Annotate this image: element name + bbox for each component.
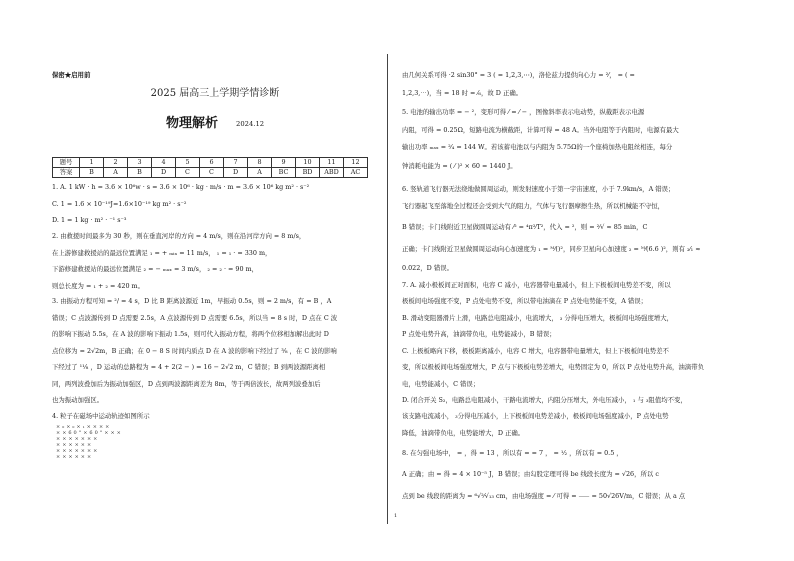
text-line: 在上游修建救援站的最远位置满足 ₁ = + ₘᵢₙ = 11 m/s， ₁ = ₁ · = 330 m， (52, 249, 272, 257)
text-line: 3. 由振动方程可知 = ²/ = 4 s，D 比 B 距离波源近 1m，早振动 0.5s，则 = 2 m/s，有 = B ，A (52, 297, 332, 305)
table-cell: ABD (320, 168, 344, 178)
table-cell: BD (296, 168, 320, 178)
table-cell: A (104, 168, 128, 178)
text-line: 1. A. 1 kW · h = 3.6 × 10⁶w · s = 3.6 × 10⁶ · kg · m/s · m = 3.6 × 10⁶ kg m² · s⁻² (52, 183, 310, 191)
table-cell: 题号 (53, 158, 80, 168)
text-line: 的影响下振动 5.5s，在 A 波的影响下振动 1.5s，则可代入振动方程，将两个位移相加解出此时 D (52, 330, 329, 338)
answer-table-row-questions (53, 158, 368, 168)
text-line: 7. A. 减小极板间正对面积，电容 C 减小，电容器带电量减小，但上下极板间电势差不变，所以 (402, 281, 671, 289)
text-line: 同，两列波叠加后为振动加强区，D 点到两波源距离差为 8m，等于两倍波长，故两列波叠加后 (52, 380, 321, 388)
text-line: C. 上极板略向下移，极板距离减小，电容 C 增大，电容器带电量增大，但上下极板间电势差不 (402, 347, 669, 355)
table-cell: 6 (200, 158, 224, 168)
document-title: 2025 届高三上学期学情诊断 (150, 88, 280, 99)
table-cell: 1 (80, 158, 104, 168)
table-cell: B (80, 168, 104, 178)
table-cell: BC (272, 168, 296, 178)
table-cell: 9 (272, 158, 296, 168)
table-cell: 4 (152, 158, 176, 168)
text-line: P 点处电势升高，油滴带负电，电势能减小，B 错误； (402, 330, 556, 338)
table-cell: 11 (320, 158, 344, 168)
text-line: C. 1 = 1.6 × 10⁻¹⁹J=1.6×10⁻¹⁹ kg m² · s⁻² (52, 200, 187, 208)
text-line: 则总长度为 = ₁ + ₂ = 420 m。 (52, 282, 145, 290)
table-cell: 3 (128, 158, 152, 168)
text-line: 4. 粒子在磁场中运动轨迹如图所示 (52, 412, 150, 420)
field-figure-text: ×₀×₀×₁×××× ××60°×60°××× ××××××× ×××××× ××××××× ×××××× (56, 424, 123, 460)
text-line: 下经过了 ¹¹⁄₈ ，D 运动的总路程为 = 4 + 2(2 − ) = 16 − 2√2 m，C 错误；B 到两波源距离相 (52, 363, 326, 371)
table-cell: C (176, 168, 200, 178)
text-line: 正确；卡门线附近卫星做圆周运动向心加速度为 ₁ = ᴹ⁄()²，同步卫星向心加速度 ₂ = ᴹ⁄(6.6 )²，则有 ₂⁄₁ ≈ (402, 245, 701, 253)
document-date: 2024.12 (236, 120, 265, 128)
column-divider (387, 54, 388, 524)
table-cell: 12 (344, 158, 368, 168)
text-line: 0.022，D 错误。 (402, 264, 454, 272)
text-line: 输出功率 ₘₐₓ = ²⁄₄ = 144 W。若该蓄电池以与内阻为 5.75Ω的一个座椅加热电阻丝相连，每分 (402, 143, 673, 151)
text-line: 点到 be 线段的距离为 = ⁶√²⁄√₁₃ cm，由电场强度 = ⁄ 可得 = ⸺ = 50√26V/m，C 错误；从 a 点 (402, 492, 686, 500)
text-line: 下游修建救援站的最远位置满足 ₂ = − ₘₐₓ = 3 m/s， ₂ = ₂ · = 90 m， (52, 265, 259, 273)
table-cell: AC (344, 168, 368, 178)
text-line: 2. 由救援时间最多为 30 秒，则在垂直河岸的方向 = 4 m/s，则在沿河岸方向 = 8 m/s， (52, 232, 306, 240)
text-line: 由几何关系可得 ·2 sin30° = 3 ( = 1,2,3,⋯)，洛伦兹力提供向心力 = ²⁄， = ( = (402, 71, 635, 79)
text-line: 变，所以极板间电场强度增大，P 点与下极板电势差增大，电势固定为 0，所以 P 点处电势升高，油滴带负 (402, 363, 704, 371)
table-cell: A (248, 168, 272, 178)
text-line: 1,2,3,⋯)，当 = 18 时 = ⁄₆，故 D 正确。 (402, 89, 523, 97)
text-line: 内阻，可得 = 0.25Ω，短路电流为横截距，计算可得 = 48 A。当外电阻等于内阻时，电源有最大 (402, 126, 679, 134)
table-cell: 5 (176, 158, 200, 168)
page-number: 1 (394, 513, 398, 519)
answer-table-row-answers (53, 168, 368, 178)
magnetic-field-figure (56, 424, 126, 478)
table-cell: D (152, 168, 176, 178)
text-line: D. 1 = 1 kg · m² · ⁻¹ s⁻³ (52, 216, 127, 224)
answer-table (52, 157, 368, 178)
table-cell: D (224, 168, 248, 178)
text-line: D. 闭合开关 S₂，电路总电阻减小，干路电流增大，内阻分压增大，外电压减小， ₁ 与 ₃阻值均不变， (402, 396, 687, 404)
text-line: 电，电势能减小，C 错误； (402, 380, 480, 388)
text-line: 也为振动加强区。 (52, 396, 104, 404)
table-cell: 2 (104, 158, 128, 168)
table-cell: 7 (224, 158, 248, 168)
text-line: 钟消耗电能为 = ( ⁄ )² × 60 = 1440 J。 (402, 162, 517, 170)
text-line: A 正确；由 = 得 = 4 × 10⁻⁵ J，B 错误；由勾股定理可得 be 线段长度为 = √26，所以 c (402, 470, 659, 478)
text-line: 错误；C 点波源传到 D 点需要 2.5s，A 点波源传到 D 点需要 6.5s，所以当 = 8 s 时，D 点在 C 波 (52, 314, 338, 322)
table-cell: 10 (296, 158, 320, 168)
text-line: B. 滑动变阻器滑片上滑，电路总电阻减小，电流增大， ₃ 分得电压增大，极板间电场强度增大， (402, 314, 674, 322)
text-line: 6. 竖轨道飞行器无法绕地做圆周运动，则发射速度小于第一宇宙速度，小于 7.9km/s，A 错误； (402, 185, 675, 193)
table-cell: 答案 (53, 168, 80, 178)
text-line: B 错误；卡门线附近卫星做圆周运动有 ⁄² = ⁴π²⁄T²，代入 = ²，则 = ²⁄√ ≈ 85 min，C (402, 223, 648, 231)
text-line: 5. 电池的输出功率 = − ²，变形可得 ⁄ = ⁄ − ，图像斜率表示电动势，纵截距表示电源 (402, 108, 645, 116)
document-subtitle: 物理解析 (166, 116, 219, 131)
text-line: 极板间电场强度不变，P 点处电势不变，所以带电油滴在 P 点处电势能不变，A 错误； (402, 297, 648, 305)
text-line: 该支路电流减小， ₃分得电压减小，上下极板间电势差减小，极板间电场强度减小，P 点处电势 (402, 412, 669, 420)
text-line: 点位移为 = 2√2m，B 正确；在 0 − 8 S 时间内质点 D 在 A 波的影响下经过了 ³⁄₈ ，在 C 波的影响 (52, 347, 337, 355)
secret-label: 保密★启用前 (52, 71, 91, 79)
text-line: 8. 在匀强电场中， = ，得 = 13 ，所以有 = = 7 ， = ¹⁄₂ ，所以有 = 0.5 ， (402, 449, 623, 457)
table-cell: B (128, 168, 152, 178)
table-cell: C (200, 168, 224, 178)
table-cell: 8 (248, 158, 272, 168)
text-line: 降低，油滴带负电，电势能增大，D 正确。 (402, 429, 525, 437)
text-line: 飞行器起飞至落地全过程还会受到大气的阻力，气体与飞行器摩擦生热，所以机械能不守恒， (402, 202, 665, 210)
